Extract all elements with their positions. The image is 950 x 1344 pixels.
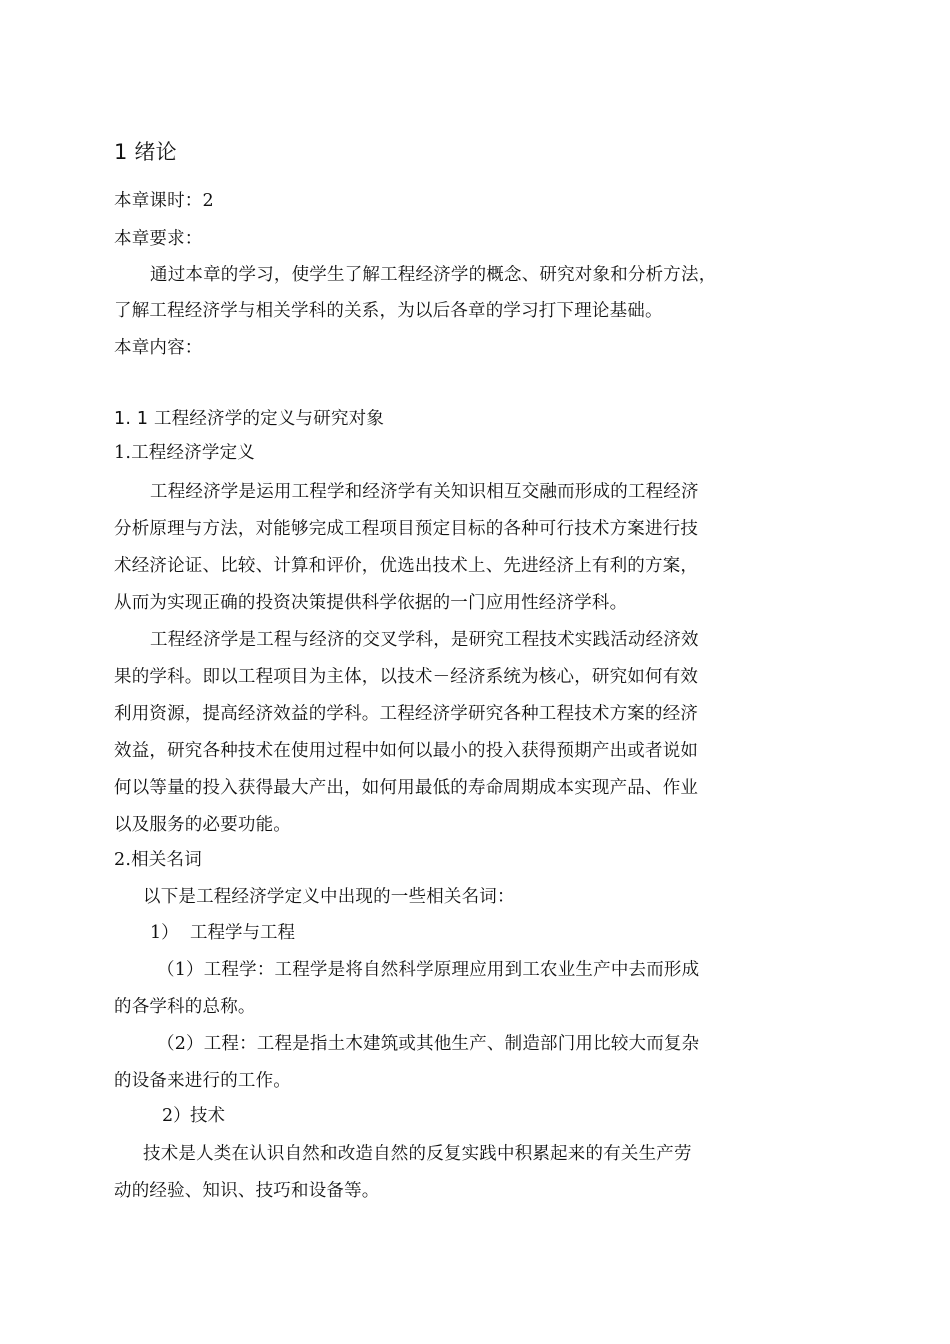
paragraph-line: 的各学科的总称。 (114, 997, 256, 1017)
list-number: 1） (150, 923, 179, 943)
requirements-line: 了解工程经济学与相关学科的关系，为以后各章的学习打下理论基础。 (114, 301, 663, 321)
paragraph-line: 技术是人类在认识自然和改造自然的反复实践中积累起来的有关生产劳 (143, 1144, 692, 1164)
intro-line: 以下是工程经济学定义中出现的一些相关名词： (143, 887, 515, 907)
chapter-requirements-label: 本章要求： (114, 229, 203, 249)
list-item-title: 工程学与工程 (190, 923, 295, 943)
paragraph-line: 效益，研究各种技术在使用过程中如何以最小的投入获得预期产出或者说如 (114, 741, 699, 761)
list-number: 2） (162, 1106, 191, 1126)
paragraph-line: 分析原理与方法，对能够完成工程项目预定目标的各种可行技术方案进行技 (114, 519, 699, 539)
paragraph-line: 动的经验、知识、技巧和设备等。 (114, 1181, 380, 1201)
section-title: 1. 1 工程经济学的定义与研究对象 (114, 409, 385, 429)
chapter-content-label: 本章内容： (114, 338, 203, 358)
paragraph-line: 从而为实现正确的投资决策提供科学依据的一门应用性经济学科。 (114, 593, 628, 613)
chapter-title: 1 绪论 (114, 140, 177, 164)
chapter-hours: 本章课时：2 (114, 191, 214, 211)
paragraph-line: （1）工程学：工程学是将自然科学原理应用到工农业生产中去而形成 (157, 960, 700, 980)
subsection-title: 2.相关名词 (114, 850, 202, 870)
paragraph-line: 术经济论证、比较、计算和评价，优选出技术上、先进经济上有利的方案， (114, 556, 699, 576)
paragraph-line: 的设备来进行的工作。 (114, 1071, 291, 1091)
paragraph-line: 工程经济学是工程与经济的交叉学科，是研究工程技术实践活动经济效 (150, 630, 699, 650)
paragraph-line: 何以等量的投入获得最大产出，如何用最低的寿命周期成本实现产品、作业 (114, 778, 699, 798)
list-item-title: 技术 (190, 1106, 225, 1126)
paragraph-line: 利用资源，提高经济效益的学科。工程经济学研究各种工程技术方案的经济 (114, 704, 699, 724)
paragraph-line: 工程经济学是运用工程学和经济学有关知识相互交融而形成的工程经济 (150, 482, 699, 502)
paragraph-line: 以及服务的必要功能。 (114, 815, 291, 835)
paragraph-line: （2）工程：工程是指土木建筑或其他生产、制造部门用比较大而复杂 (157, 1034, 700, 1054)
paragraph-line: 果的学科。即以工程项目为主体，以技术－经济系统为核心，研究如何有效 (114, 667, 699, 687)
requirements-line: 通过本章的学习，使学生了解工程经济学的概念、研究对象和分析方法， (150, 265, 717, 285)
subsection-title: 1.工程经济学定义 (114, 443, 255, 463)
